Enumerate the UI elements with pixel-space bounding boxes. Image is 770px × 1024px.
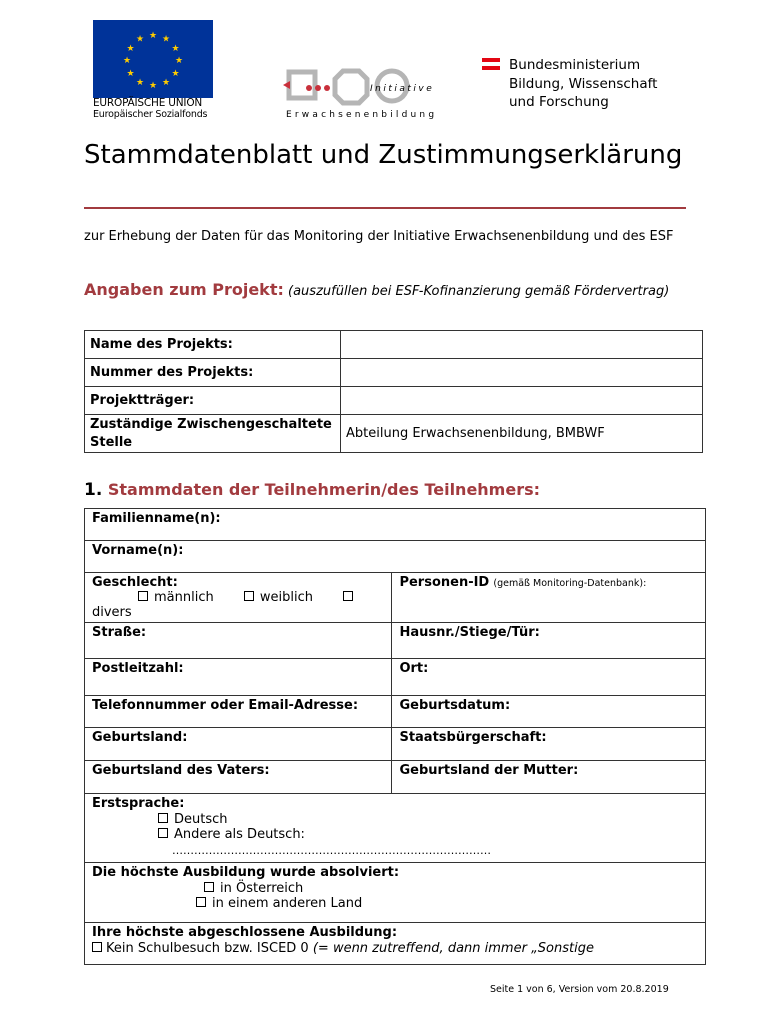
project-number-label: Nummer des Projekts: — [85, 359, 341, 387]
table-row — [85, 331, 703, 359]
firstname-label: Vorname(n): — [92, 543, 184, 558]
no-school-note: (= wenn zutreffend, dann immer „Sonstige — [312, 941, 594, 956]
person-id-field[interactable] — [392, 573, 706, 623]
project-name-label: Name des Projekts: — [85, 331, 341, 359]
mother-birth-country-field[interactable] — [392, 761, 706, 794]
mother-birth-country-label: Geburtsland der Mutter: — [399, 763, 579, 778]
project-heading-title: Angaben zum Projekt: — [84, 280, 284, 299]
surname-field[interactable] — [85, 509, 706, 541]
contact-label: Telefonnummer oder Email-Adresse: — [92, 698, 359, 713]
table-row — [85, 923, 706, 965]
eu-flag-logo — [93, 20, 213, 98]
project-heading-note: (auszufüllen bei ESF-Kofinanzierung gemäß Fördervertrag) — [288, 284, 670, 299]
section1-title: Stammdaten der Teilnehmerin/des Teilnehmers: — [107, 480, 541, 499]
table-row — [85, 659, 706, 696]
intermediate-body-label: Zuständige Zwischengeschaltete Stelle — [85, 415, 341, 453]
svg-text:★: ★ — [171, 69, 180, 79]
birthdate-label: Geburtsdatum: — [399, 698, 511, 713]
language-other-checkbox[interactable] — [158, 828, 168, 838]
person-id-note: (gemäß Monitoring-Datenbank): — [493, 578, 647, 589]
svg-text:★: ★ — [126, 44, 135, 54]
language-german-label: Deutsch — [174, 811, 228, 827]
table-row — [85, 387, 703, 415]
gender-female-checkbox[interactable] — [244, 591, 254, 601]
ministry-logo-line3: und Forschung — [509, 94, 609, 110]
page-footer: Seite 1 von 6, Version vom 20.8.2019 — [490, 984, 669, 995]
svg-text:★: ★ — [126, 69, 135, 79]
table-row — [85, 573, 706, 623]
section1-number: 1. — [84, 480, 103, 500]
gender-cell — [85, 573, 392, 623]
citizenship-field[interactable] — [392, 728, 706, 761]
initiative-logo-sub: Erwachsenenbildung — [286, 110, 438, 120]
house-number-field[interactable] — [392, 623, 706, 659]
table-row — [85, 415, 703, 453]
svg-text:★: ★ — [174, 56, 184, 66]
table-row — [85, 696, 706, 728]
education-abroad-checkbox[interactable] — [196, 897, 206, 907]
first-language-label: Erstsprache: — [92, 796, 185, 811]
postal-code-label: Postleitzahl: — [92, 661, 184, 676]
city-field[interactable] — [392, 659, 706, 696]
svg-text:★: ★ — [171, 44, 180, 54]
project-heading — [84, 280, 684, 302]
education-abroad-label: in einem anderen Land — [212, 896, 363, 911]
project-number-field[interactable] — [341, 359, 703, 387]
svg-text:★: ★ — [148, 81, 158, 91]
language-german-checkbox[interactable] — [158, 813, 168, 823]
document-subtitle: zur Erhebung der Daten für das Monitoring der Initiative Erwachsenenbildung und des ESF — [84, 229, 674, 244]
table-row — [85, 863, 706, 923]
gender-male-label: männlich — [154, 590, 214, 605]
svg-text:★: ★ — [135, 34, 145, 45]
ministry-logo-line2: Bildung, Wissenschaft — [509, 76, 658, 92]
person-id-label: Personen-ID — [399, 575, 490, 590]
project-table — [84, 330, 703, 453]
street-field[interactable] — [85, 623, 392, 659]
gender-label: Geschlecht: — [92, 575, 178, 590]
house-number-label: Hausnr./Stiege/Tür: — [399, 625, 540, 640]
table-row — [85, 623, 706, 659]
birthdate-field[interactable] — [392, 696, 706, 728]
austria-flag-icon — [482, 58, 500, 70]
gender-diverse-label: divers — [92, 605, 132, 620]
language-other-dots[interactable]: …………………………………………………………………………… — [172, 843, 491, 857]
title-divider — [84, 207, 686, 209]
education-austria-checkbox[interactable] — [204, 882, 214, 892]
svg-text:★: ★ — [122, 56, 132, 66]
gender-diverse-checkbox[interactable] — [343, 591, 353, 601]
gender-female-label: weiblich — [259, 590, 313, 605]
project-owner-field[interactable] — [341, 387, 703, 415]
table-row — [85, 359, 703, 387]
citizenship-label: Staatsbürgerschaft: — [399, 730, 547, 745]
father-birth-country-label: Geburtsland des Vaters: — [92, 763, 270, 778]
education-austria-label: in Österreich — [220, 880, 304, 896]
highest-education-cell — [85, 923, 706, 965]
birth-country-field[interactable] — [85, 728, 392, 761]
no-school-label: Kein Schulbesuch bzw. ISCED 0 — [106, 941, 309, 956]
first-language-cell — [85, 794, 706, 863]
project-owner-label: Projektträger: — [85, 387, 341, 415]
firstname-field[interactable] — [85, 541, 706, 573]
education-location-cell — [85, 863, 706, 923]
table-row — [85, 761, 706, 794]
personal-data-table — [84, 508, 706, 965]
contact-field[interactable] — [85, 696, 392, 728]
birth-country-label: Geburtsland: — [92, 730, 188, 745]
project-name-field[interactable] — [341, 331, 703, 359]
svg-text:★: ★ — [135, 78, 145, 88]
table-row — [85, 794, 706, 863]
postal-code-field[interactable] — [85, 659, 392, 696]
table-row — [85, 728, 706, 761]
document-title: Stammdatenblatt und Zustimmungserklärung — [84, 140, 683, 170]
highest-education-label: Ihre höchste abgeschlossene Ausbildung: — [92, 925, 398, 940]
eu-logo-line2: Europäischer Sozialfonds — [93, 109, 208, 120]
intermediate-body-field[interactable]: Abteilung Erwachsenenbildung, BMBWF — [341, 415, 703, 453]
eu-stars-icon — [93, 20, 213, 98]
svg-text:★: ★ — [148, 31, 158, 41]
education-location-label: Die höchste Ausbildung wurde absolviert: — [92, 865, 400, 880]
street-label: Straße: — [92, 625, 147, 640]
surname-label: Familienname(n): — [92, 511, 221, 526]
eu-logo-line1: EUROPÄISCHE UNION — [93, 97, 203, 109]
svg-text:★: ★ — [161, 34, 171, 45]
table-row — [85, 509, 706, 541]
table-row — [85, 541, 706, 573]
section1-heading — [84, 479, 540, 501]
initiative-logo-word: Initiative — [370, 84, 435, 94]
father-birth-country-field[interactable] — [85, 761, 392, 794]
ministry-logo-line1: Bundesministerium — [509, 57, 641, 73]
city-label: Ort: — [399, 661, 429, 676]
language-other-label: Andere als Deutsch: — [174, 827, 305, 842]
gender-male-checkbox[interactable] — [138, 591, 148, 601]
no-school-checkbox[interactable] — [92, 942, 102, 952]
svg-text:★: ★ — [161, 78, 171, 88]
